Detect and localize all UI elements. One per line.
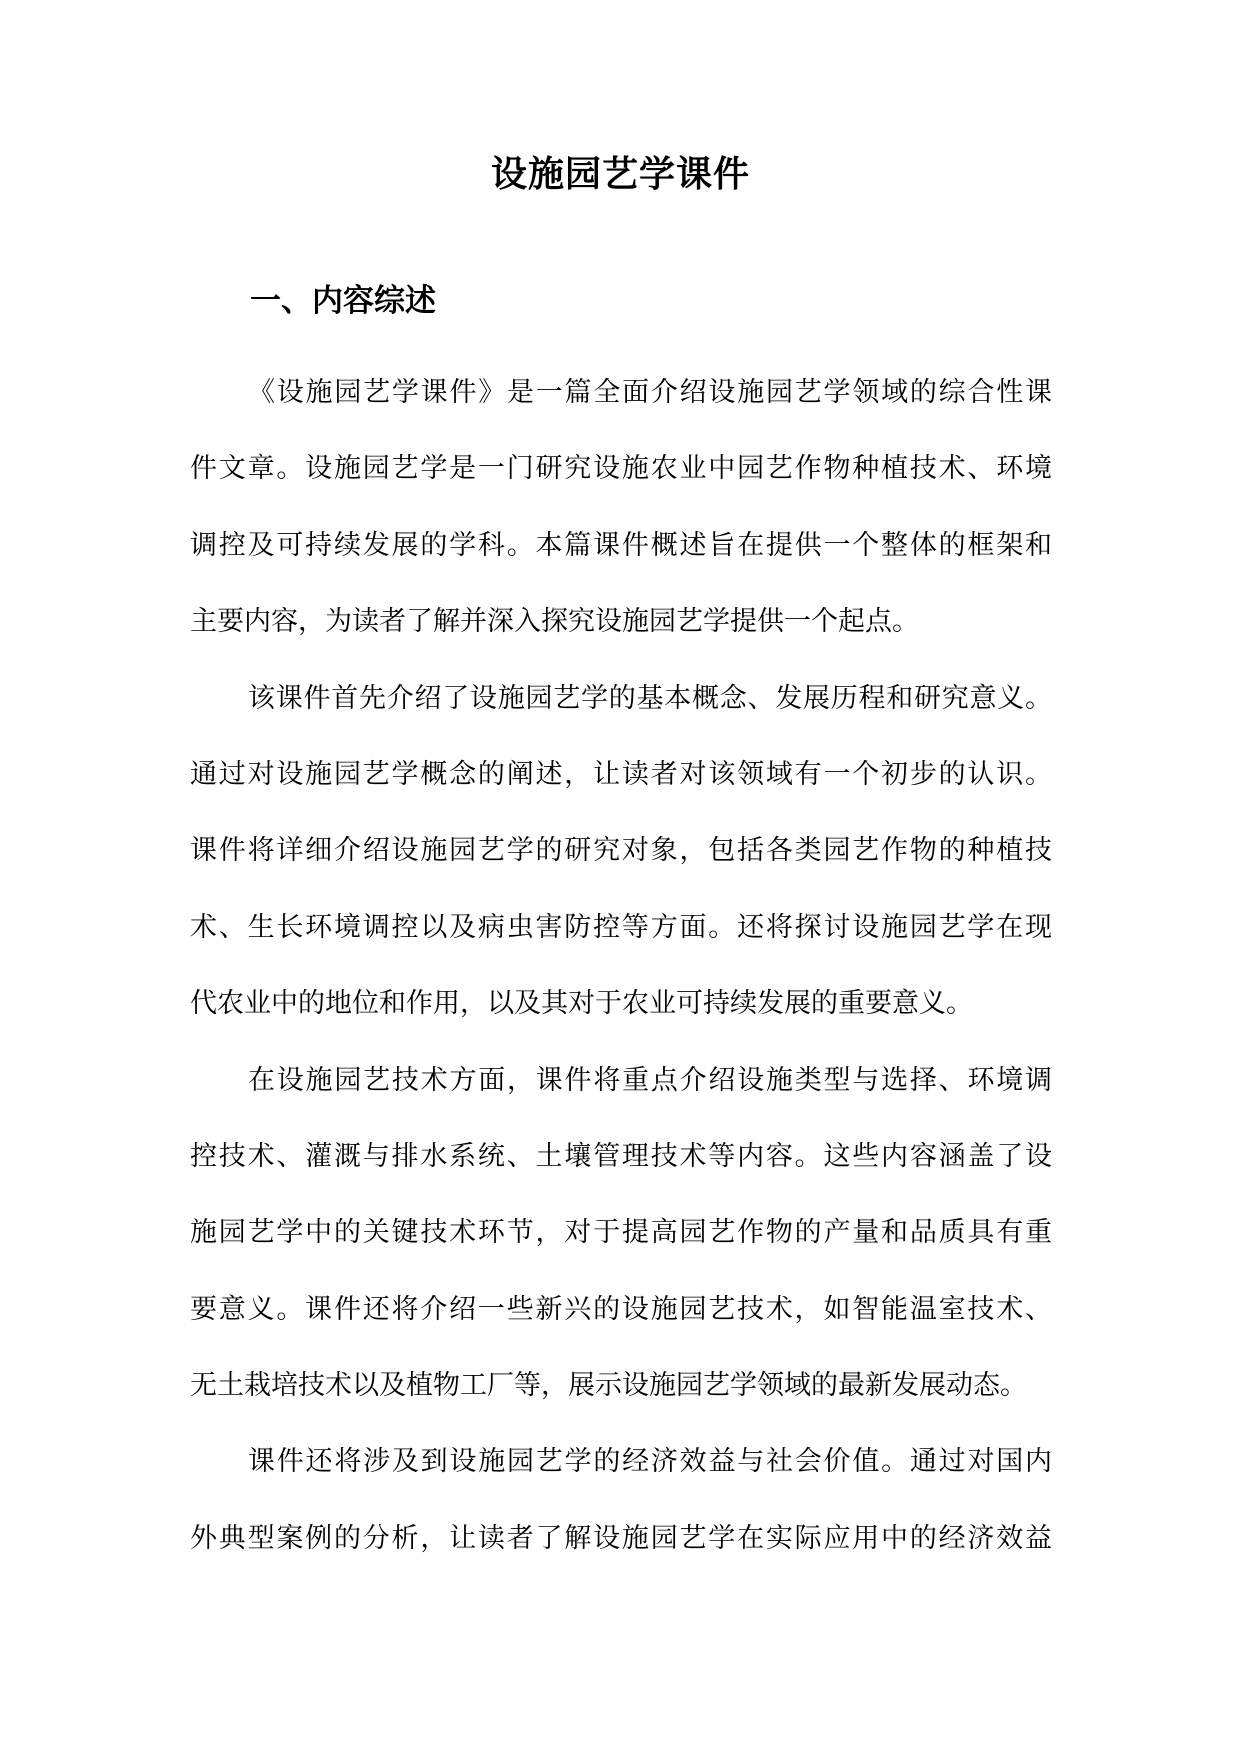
- text-line: 课件还将涉及到设施园艺学的经济效益与社会价值。通过对国内: [248, 1446, 1052, 1478]
- text-line: 外典型案例的分析，让读者了解设施园艺学在实际应用中的经济效益: [190, 1522, 1052, 1554]
- text-line: 术、生长环境调控以及病虫害防控等方面。还将探讨设施园艺学在现: [190, 911, 1052, 943]
- text-line: 件文章。设施园艺学是一门研究设施农业中园艺作物种植技术、环境: [190, 453, 1052, 485]
- text-line: 施园艺学中的关键技术环节，对于提高园艺作物的产量和品质具有重: [190, 1217, 1052, 1249]
- text-line: 控技术、灌溉与排水系统、土壤管理技术等内容。这些内容涵盖了设: [190, 1140, 1052, 1172]
- body-text: [190, 372, 1052, 1594]
- text-line: 调控及可持续发展的学科。本篇课件概述旨在提供一个整体的框架和: [190, 529, 1052, 561]
- document-title: 设施园艺学课件: [490, 153, 750, 195]
- text-line: 课件将详细介绍设施园艺学的研究对象，包括各类园艺作物的种植技: [190, 835, 1052, 867]
- text-line: 该课件首先介绍了设施园艺学的基本概念、发展历程和研究意义。: [248, 682, 1052, 714]
- text-line: 在设施园艺技术方面，课件将重点介绍设施类型与选择、环境调: [248, 1064, 1052, 1096]
- text-line: 无土栽培技术以及植物工厂等，展示设施园艺学领域的最新发展动态。: [190, 1370, 1027, 1402]
- text-line: 主要内容，为读者了解并深入探究设施园艺学提供一个起点。: [190, 606, 919, 638]
- text-line: 代农业中的地位和作用，以及其对于农业可持续发展的重要意义。: [190, 988, 973, 1020]
- section-heading: 一、内容综述: [250, 283, 436, 319]
- text-line: 要意义。课件还将介绍一些新兴的设施园艺技术，如智能温室技术、: [190, 1293, 1052, 1325]
- text-line: 《设施园艺学课件》是一篇全面介绍设施园艺学领域的综合性课: [248, 377, 1052, 408]
- text-line: 通过对设施园艺学概念的阐述，让读者对该领域有一个初步的认识。: [190, 758, 1052, 790]
